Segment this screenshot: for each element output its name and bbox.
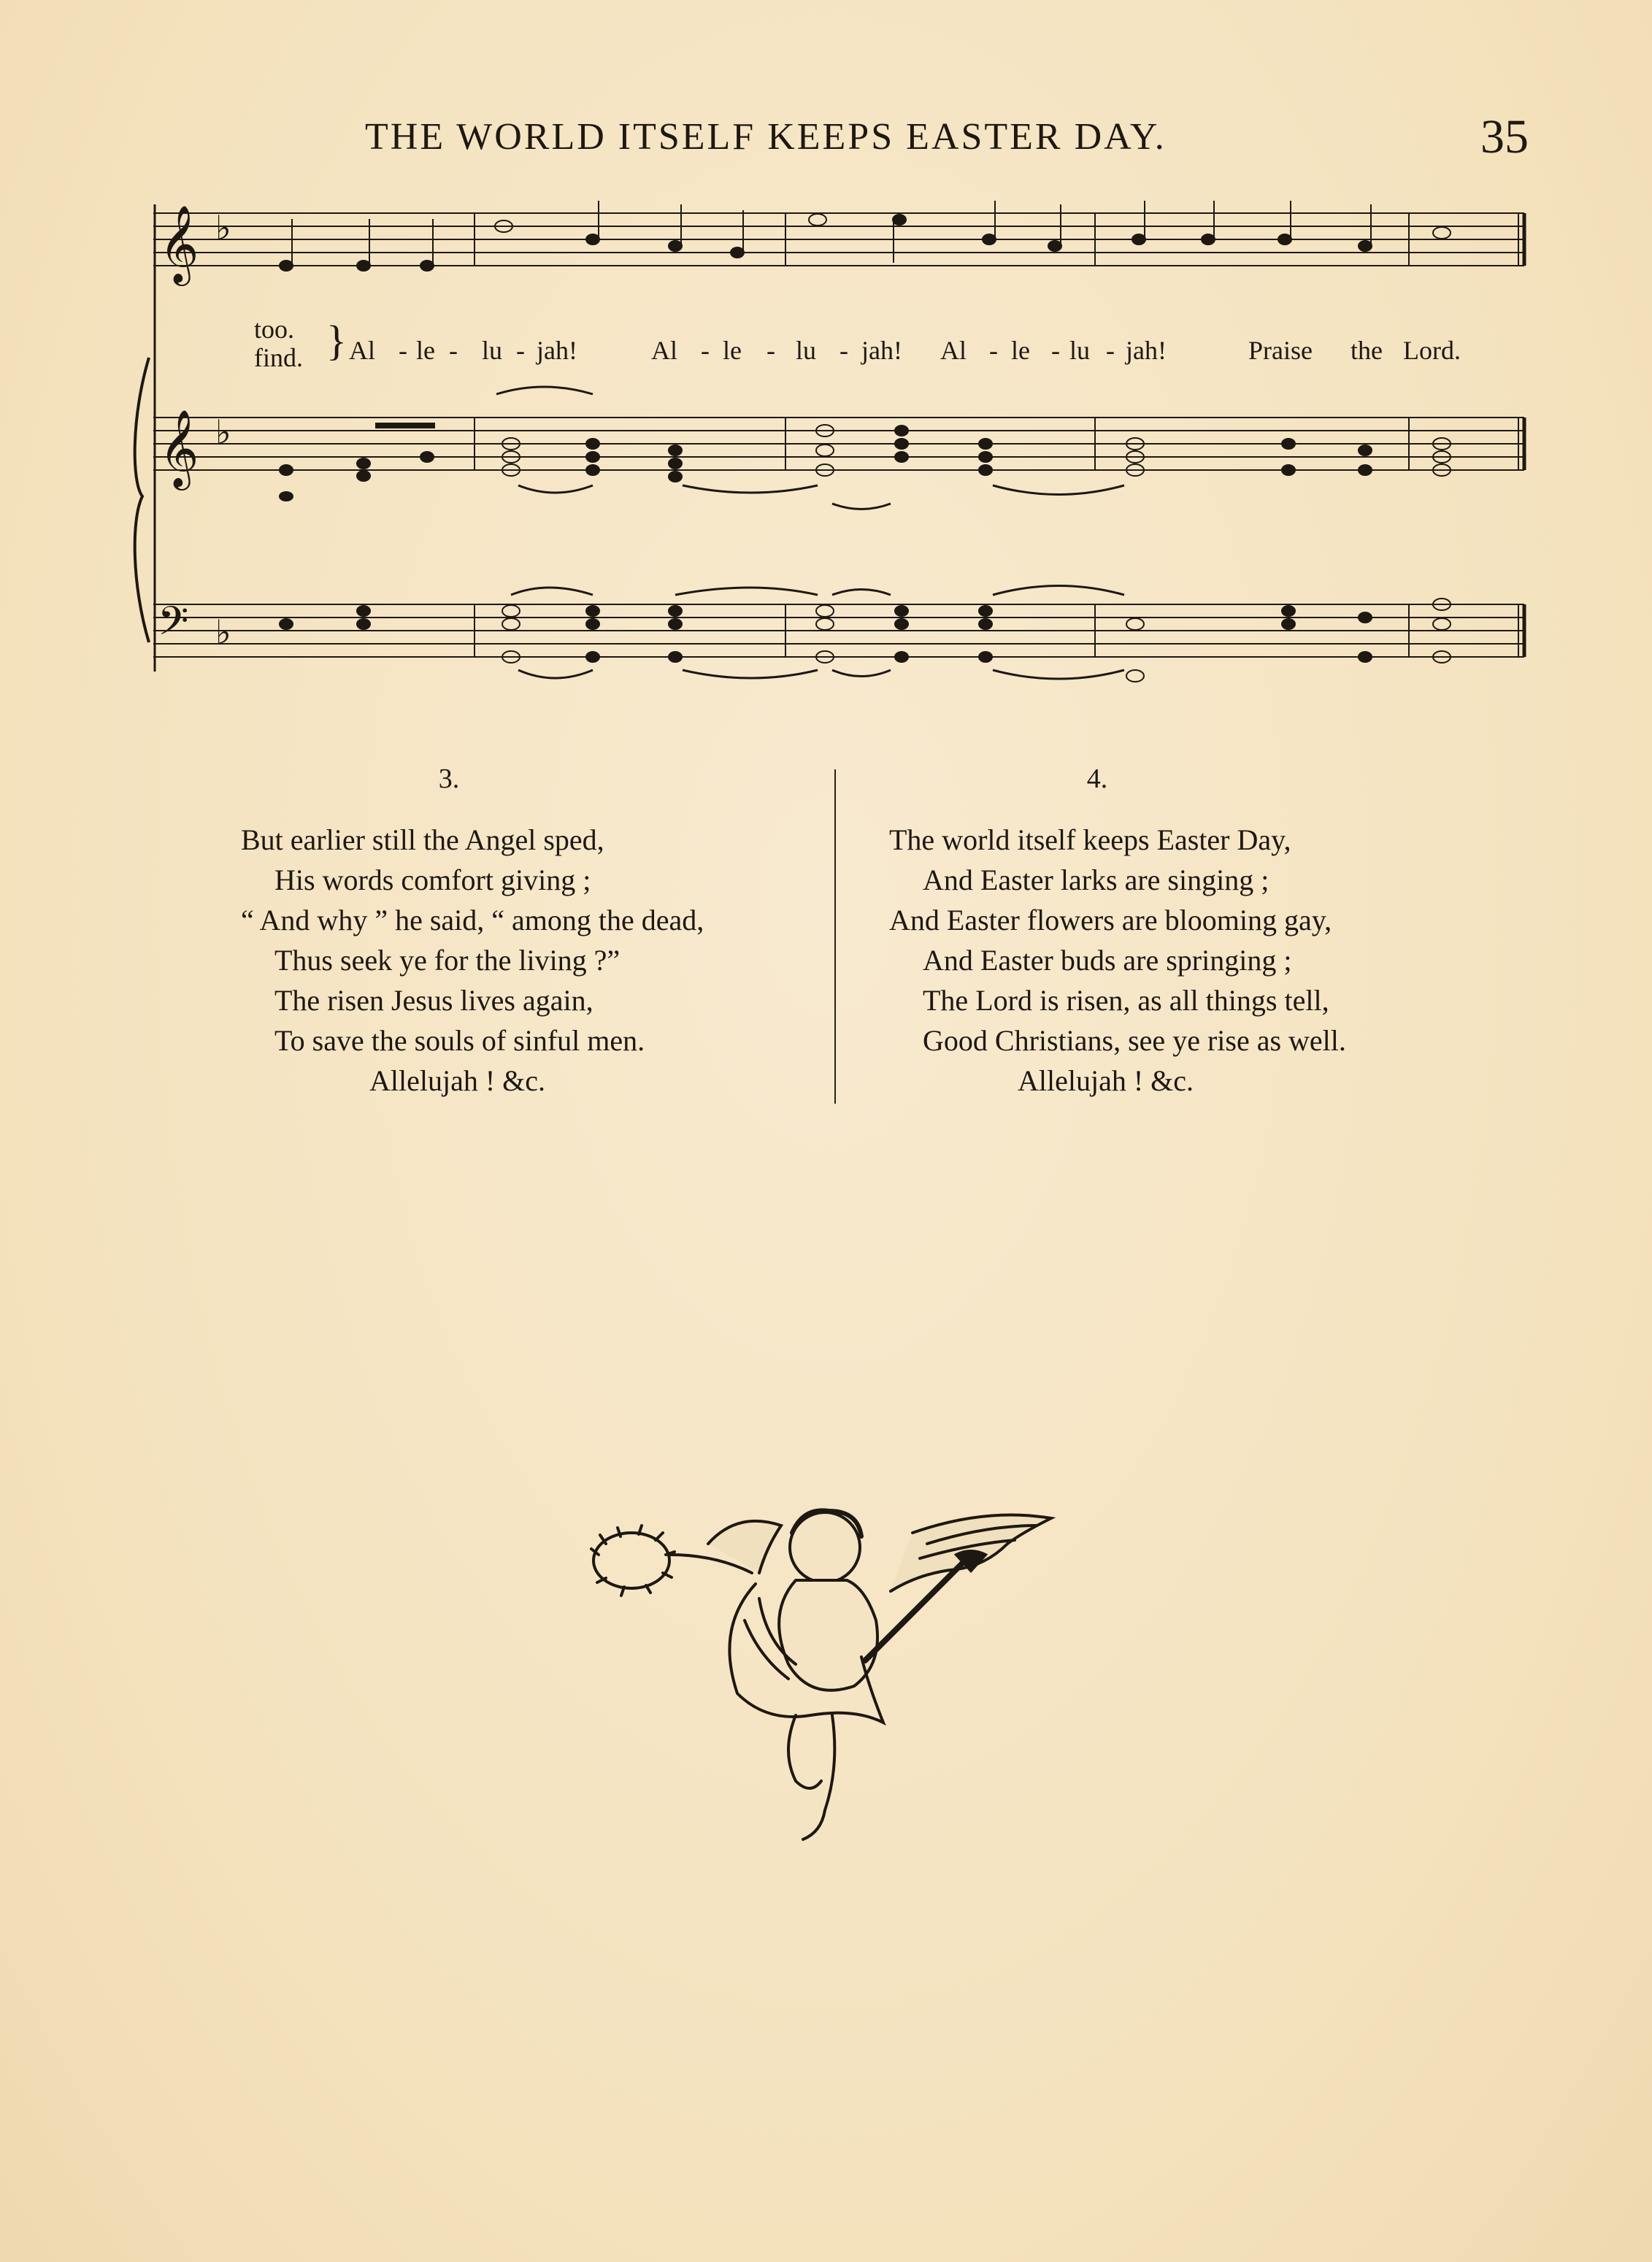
- verse-line: His words comfort giving ;: [274, 863, 591, 896]
- verse-line: Good Christians, see ye rise as well.: [923, 1024, 1346, 1057]
- verse-line: Thus seek ye for the living ?”: [274, 944, 621, 977]
- bass-clef-icon: 𝄢: [158, 598, 189, 654]
- lyric-syllable: -: [449, 336, 458, 365]
- verse-3: [241, 759, 825, 1101]
- verse-line: The Lord is risen, as all things tell,: [923, 984, 1329, 1017]
- column-divider: [834, 769, 836, 1104]
- lyric-syllable: Praise: [1248, 336, 1313, 365]
- verse-4: [889, 759, 1473, 1101]
- melody-staff: [153, 213, 1524, 266]
- lyric-syllable: lu: [796, 336, 817, 365]
- treble-clef-icon: 𝄞: [159, 204, 199, 282]
- verse-line: And Easter larks are singing ;: [923, 863, 1269, 896]
- lyric-syllable: -: [399, 336, 407, 365]
- lyric-syllable: Lord.: [1403, 336, 1461, 365]
- lyric-syllable: jah!: [1126, 336, 1167, 365]
- lyric-end-top: too.: [254, 315, 295, 344]
- lyric-syllable: Al: [651, 336, 677, 365]
- lyric-syllable: -: [840, 336, 848, 365]
- lyric-syllable: -: [1106, 336, 1115, 365]
- running-head: [0, 109, 1652, 168]
- cherub-illustration: [577, 1504, 1073, 1869]
- lyric-syllable: -: [1051, 336, 1060, 365]
- svg-text:♭: ♭: [215, 208, 231, 247]
- page-title: THE WORLD ITSELF KEEPS EASTER DAY.: [365, 116, 1167, 158]
- lyric-syllable: jah!: [537, 336, 577, 365]
- music-score: [0, 175, 1652, 715]
- verse-line: “ And why ” he said, “ among the dead,: [241, 904, 704, 936]
- verse-refrain: Allelujah ! &c.: [1018, 1064, 1194, 1097]
- verse-number: 4.: [1086, 763, 1108, 794]
- lyric-syllable: le: [723, 336, 742, 365]
- verse-line: The world itself keeps Easter Day,: [889, 823, 1291, 856]
- lyric-syllable: le: [416, 336, 435, 365]
- lyric-syllable: le: [1011, 336, 1030, 365]
- svg-text:♭: ♭: [215, 412, 231, 452]
- verse-refrain: Allelujah ! &c.: [369, 1064, 546, 1097]
- lyric-syllable: Al: [349, 336, 375, 365]
- lyric-syllable: Al: [940, 336, 967, 365]
- lyric-syllable: -: [701, 336, 710, 365]
- lyric-end-bottom: find.: [254, 343, 303, 372]
- lyric-syllable: jah!: [861, 336, 902, 365]
- lyric-syllable: -: [767, 336, 775, 365]
- page-number: 35: [1480, 110, 1529, 164]
- lyric-syllable: -: [989, 336, 998, 365]
- lyric-syllable: lu: [1069, 336, 1091, 365]
- verse-line: To save the souls of sinful men.: [274, 1024, 645, 1057]
- verse-line: And Easter buds are springing ;: [923, 944, 1292, 977]
- svg-text:}: }: [326, 317, 347, 364]
- svg-text:♭: ♭: [215, 612, 231, 652]
- verse-line: And Easter flowers are blooming gay,: [889, 904, 1332, 936]
- lyric-syllable: -: [516, 336, 525, 365]
- verse-number: 3.: [438, 763, 460, 794]
- verse-line: The risen Jesus lives again,: [274, 984, 593, 1017]
- lyric-syllable: the: [1351, 336, 1383, 365]
- lyric-syllable: lu: [482, 336, 503, 365]
- treble-clef-icon: 𝄞: [159, 409, 199, 487]
- verse-line: But earlier still the Angel sped,: [241, 823, 604, 856]
